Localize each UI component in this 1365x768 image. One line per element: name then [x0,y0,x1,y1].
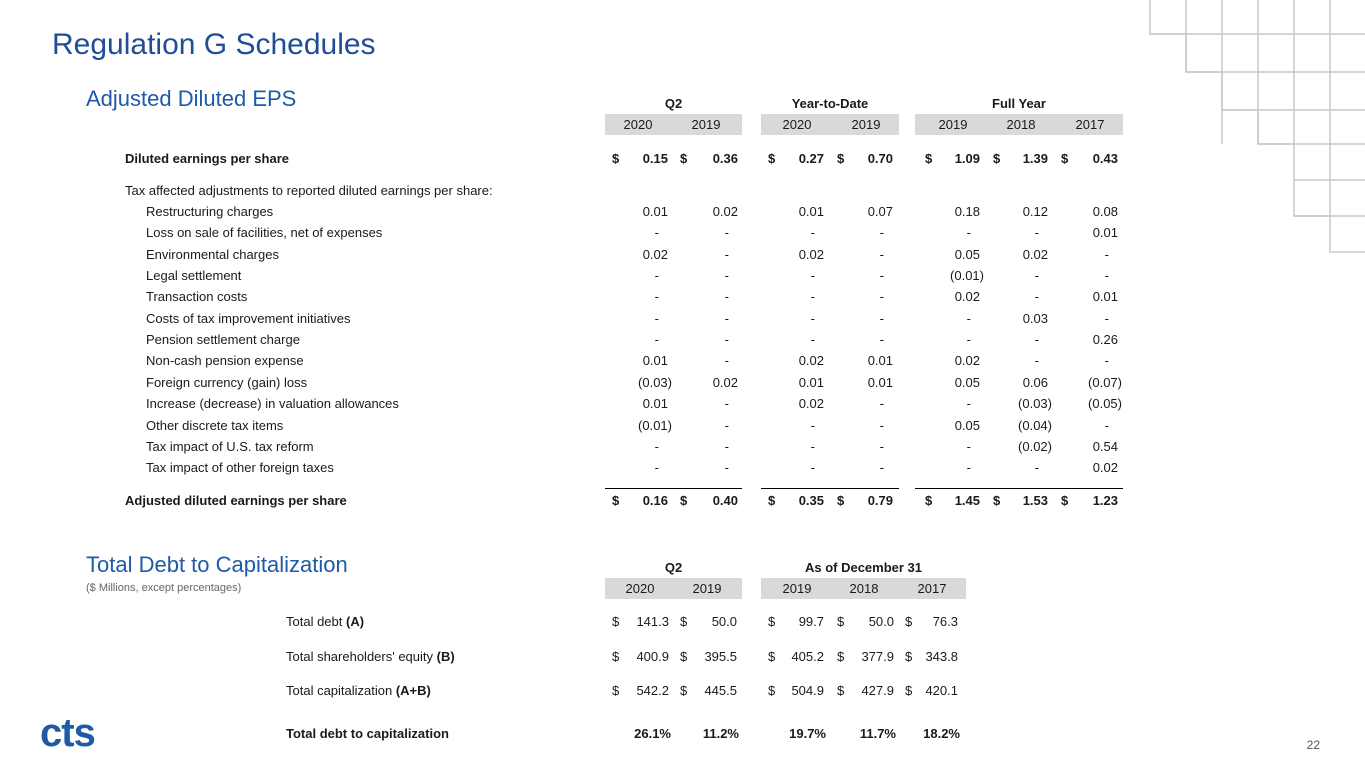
debt-row-suffix: (A) [346,614,365,629]
adjustment-value: (0.01) [950,268,984,284]
currency-symbol: $ [680,493,688,508]
adjustment-value: 0.01 [642,396,668,412]
adjustment-value: 0.06 [1022,374,1048,390]
debt-ratio-value: 11.2% [702,726,739,741]
debt-ratio-value: 26.1% [634,726,671,741]
adjustment-row-label: Restructuring charges [146,204,274,219]
adjustment-value: - [1034,353,1039,369]
currency-symbol: $ [905,614,913,629]
adjustment-row-label: Environmental charges [146,246,279,262]
adjustment-value: - [724,396,729,412]
adjustment-value: 0.02 [954,289,980,305]
debt-group-header: Q2 [664,560,683,575]
adjustment-value: - [724,417,729,433]
adjustment-value: - [724,268,729,284]
debt-value: 445.5 [704,683,737,698]
adjustment-value: (0.01) [638,417,672,433]
adjustment-value: (0.07) [1088,374,1122,390]
adjusted-eps-value: 0.79 [867,493,893,508]
eps-year-header: 2019 [851,117,881,132]
adjustments-heading: Tax affected adjustments to reported diluted earnings per share: [125,183,493,198]
adjustment-value: 0.26 [1092,332,1118,348]
adjustment-value: - [724,310,729,326]
adjustment-value: - [1034,289,1039,305]
adjustment-value: 0.01 [867,374,893,390]
debt-row-suffix: (B) [436,648,455,664]
adjustment-value: - [966,460,971,476]
debt-ratio-label: Total debt to capitalization [286,726,449,741]
adjustment-value: - [879,460,884,476]
adjustment-value: - [724,289,729,305]
debt-note: ($ Millions, except percentages) [86,582,242,594]
adjustment-value: - [724,460,729,476]
adjusted-eps-label: Adjusted diluted earnings per share [125,493,347,508]
adjustment-value: - [810,310,815,326]
adjustment-value: - [966,396,971,412]
eps-subtitle: Adjusted Diluted EPS [86,86,297,111]
adjustment-value: - [654,289,659,305]
currency-symbol: $ [837,614,845,629]
adjustment-value: - [654,310,659,326]
debt-ratio-value: 11.7% [859,726,896,741]
diluted-eps-value: 0.43 [1092,151,1118,166]
adjustment-value: 0.05 [954,374,980,390]
currency-symbol: $ [905,683,913,698]
adjustment-value: 0.54 [1092,438,1118,454]
adjustment-row-label: Transaction costs [146,289,248,305]
currency-symbol: $ [837,683,845,698]
adjusted-eps-value: 1.53 [1022,493,1048,508]
debt-ratio-value: 19.7% [789,726,826,741]
adjustment-row-label: Costs of tax improvement initiatives [146,310,351,326]
debt-value: 504.9 [791,683,824,698]
currency-symbol: $ [680,614,688,629]
adjustment-value: - [724,438,729,454]
currency-symbol: $ [612,151,620,166]
adjustment-value: 0.01 [642,353,668,369]
diluted-eps-value: 0.70 [867,151,893,166]
diluted-eps-value: 0.36 [712,151,738,166]
debt-year-header: 2019 [692,581,722,596]
adjustment-value: 0.18 [954,204,980,219]
adjustment-value: - [1104,417,1109,433]
currency-symbol: $ [1061,493,1069,508]
debt-value: 76.3 [932,614,958,629]
adjustment-value: - [1034,268,1039,284]
debt-value: 50.0 [711,614,737,629]
debt-value: 405.2 [791,648,824,664]
total-rule [761,488,899,489]
adjustment-value: 0.01 [798,204,824,219]
adjustment-value: - [1104,353,1109,369]
adjustment-value: - [810,289,815,305]
eps-year-header: 2020 [782,117,812,132]
currency-symbol: $ [925,493,933,508]
adjustment-value: - [810,460,815,476]
currency-symbol: $ [768,493,776,508]
debt-row-text: Total capitalization [286,683,396,698]
adjustment-value: 0.12 [1022,204,1048,219]
eps-group-header: Full Year [992,96,1046,111]
debt-row-label [286,614,364,629]
debt-row-suffix: (A+B) [395,683,431,698]
adjustment-value: - [654,268,659,284]
adjustment-value: - [966,225,971,241]
debt-value: 420.1 [925,683,958,698]
adjustment-value: - [654,332,659,348]
adjustment-value: - [654,438,659,454]
diluted-eps-label: Diluted earnings per share [125,151,289,166]
adjustment-value: 0.01 [867,353,893,369]
adjustment-value: 0.07 [867,204,893,219]
adjustment-value: 0.02 [798,353,824,369]
debt-value: 50.0 [868,614,894,629]
adjustment-row-label: Tax impact of U.S. tax reform [146,438,314,454]
eps-year-header: 2020 [623,117,653,132]
adjustment-row-label: Legal settlement [146,268,242,284]
eps-group-header: Q2 [664,96,683,111]
adjustment-value: - [879,225,884,241]
adjustment-value: 0.02 [798,246,824,262]
eps-year-header: 2017 [1075,117,1105,132]
adjustment-value: - [1104,246,1109,262]
debt-value: 395.5 [704,648,737,664]
currency-symbol: $ [612,614,620,629]
debt-value: 343.8 [925,648,958,664]
currency-symbol: $ [768,648,776,664]
adjustment-value: - [879,396,884,412]
adjustment-row-label: Non-cash pension expense [146,353,304,369]
adjustment-value: - [879,438,884,454]
adjustment-value: 0.05 [954,417,980,433]
adjusted-eps-value: 0.40 [712,493,738,508]
adjustment-row-label: Loss on sale of facilities, net of expenses [146,225,383,241]
adjustment-value: 0.02 [1092,460,1118,476]
eps-year-header: 2018 [1006,117,1036,132]
adjustment-row-label: Pension settlement charge [146,332,300,348]
currency-symbol: $ [837,648,845,664]
adjustment-value: - [1104,268,1109,284]
currency-symbol: $ [768,683,776,698]
adjusted-eps-value: 0.35 [798,493,824,508]
adjustment-value: - [724,332,729,348]
currency-symbol: $ [768,151,776,166]
adjustment-value: - [810,268,815,284]
currency-symbol: $ [612,493,620,508]
adjustment-value: 0.03 [1022,310,1048,326]
total-rule [605,488,742,489]
currency-symbol: $ [993,493,1001,508]
diluted-eps-value: 0.15 [642,151,668,166]
currency-symbol: $ [612,683,620,698]
adjustment-value: 0.02 [1022,246,1048,262]
currency-symbol: $ [612,648,620,664]
debt-value: 400.9 [636,648,669,664]
adjusted-eps-value: 1.23 [1092,493,1118,508]
eps-group-header: Year-to-Date [791,96,869,111]
adjustment-value: - [1034,225,1039,241]
adjustment-value: (0.04) [1018,417,1052,433]
adjustment-value: 0.02 [954,353,980,369]
adjustment-value: 0.02 [798,396,824,412]
adjustment-value: - [810,225,815,241]
adjustment-value: - [654,460,659,476]
debt-row-text: Total debt [286,614,346,629]
adjustment-value: - [966,310,971,326]
debt-year-header: 2020 [625,581,655,596]
currency-symbol: $ [837,151,845,166]
adjustment-value: 0.02 [712,204,738,219]
adjustment-value: 0.02 [712,374,738,390]
currency-symbol: $ [768,614,776,629]
adjustment-value: - [879,417,884,433]
currency-symbol: $ [680,683,688,698]
debt-value: 99.7 [798,614,824,629]
page-number: 22 [1306,738,1320,752]
currency-symbol: $ [1061,151,1069,166]
adjustment-row-label: Tax impact of other foreign taxes [146,460,334,476]
adjustment-value: - [810,332,815,348]
adjustment-value: - [879,268,884,284]
adjustment-value: - [879,246,884,262]
adjustment-value: - [1034,332,1039,348]
adjustment-value: - [879,310,884,326]
adjustment-value: - [1034,460,1039,476]
currency-symbol: $ [680,648,688,664]
adjustment-value: - [1104,310,1109,326]
adjustment-value: - [810,438,815,454]
total-rule [915,488,1123,489]
eps-year-header: 2019 [691,117,721,132]
adjustment-value: 0.01 [798,374,824,390]
eps-year-header: 2019 [938,117,968,132]
adjustment-value: - [879,289,884,305]
debt-value: 377.9 [861,648,894,664]
debt-group-header: As of December 31 [804,560,923,575]
currency-symbol: $ [905,648,913,664]
adjustment-value: - [724,353,729,369]
adjustment-row-label: Other discrete tax items [146,417,284,433]
debt-value: 427.9 [861,683,894,698]
debt-year-header: 2019 [782,581,812,596]
adjustment-value: (0.03) [1018,396,1052,412]
debt-row-text: Total shareholders' equity [286,648,437,664]
adjustment-value: (0.05) [1088,396,1122,412]
adjustment-value: 0.01 [1092,225,1118,241]
adjustment-row-label: Foreign currency (gain) loss [146,374,308,390]
currency-symbol: $ [925,151,933,166]
debt-row-label [286,649,455,664]
adjustment-value: 0.08 [1092,204,1118,219]
adjustment-value: (0.03) [638,374,672,390]
adjustment-value: 0.02 [642,246,668,262]
debt-subtitle: Total Debt to Capitalization [86,552,348,577]
adjustment-value: - [879,332,884,348]
debt-ratio-value: 18.2% [923,726,960,741]
adjustment-value: 0.05 [954,246,980,262]
adjustment-value: (0.02) [1018,438,1052,454]
debt-value: 141.3 [636,614,669,629]
debt-year-header: 2017 [917,581,947,596]
adjustment-value: 0.01 [1092,289,1118,305]
adjustment-value: - [810,417,815,433]
diluted-eps-value: 1.09 [954,151,980,166]
adjusted-eps-value: 1.45 [954,493,980,508]
adjustment-value: - [724,225,729,241]
debt-value: 542.2 [636,683,669,698]
currency-symbol: $ [993,151,1001,166]
adjusted-eps-value: 0.16 [642,493,668,508]
debt-row-label [286,683,431,698]
adjustment-value: - [966,438,971,454]
cts-logo: cts [40,711,95,755]
adjustment-value: 0.01 [642,204,668,219]
debt-year-header: 2018 [849,581,879,596]
adjustment-value: - [966,332,971,348]
adjustment-value: - [724,246,729,262]
diluted-eps-value: 1.39 [1022,151,1048,166]
adjustment-value: - [654,225,659,241]
page-title: Regulation G Schedules [52,28,376,61]
diluted-eps-value: 0.27 [798,151,824,166]
adjustment-row-label: Increase (decrease) in valuation allowances [146,396,399,412]
currency-symbol: $ [837,493,845,508]
currency-symbol: $ [680,151,688,166]
